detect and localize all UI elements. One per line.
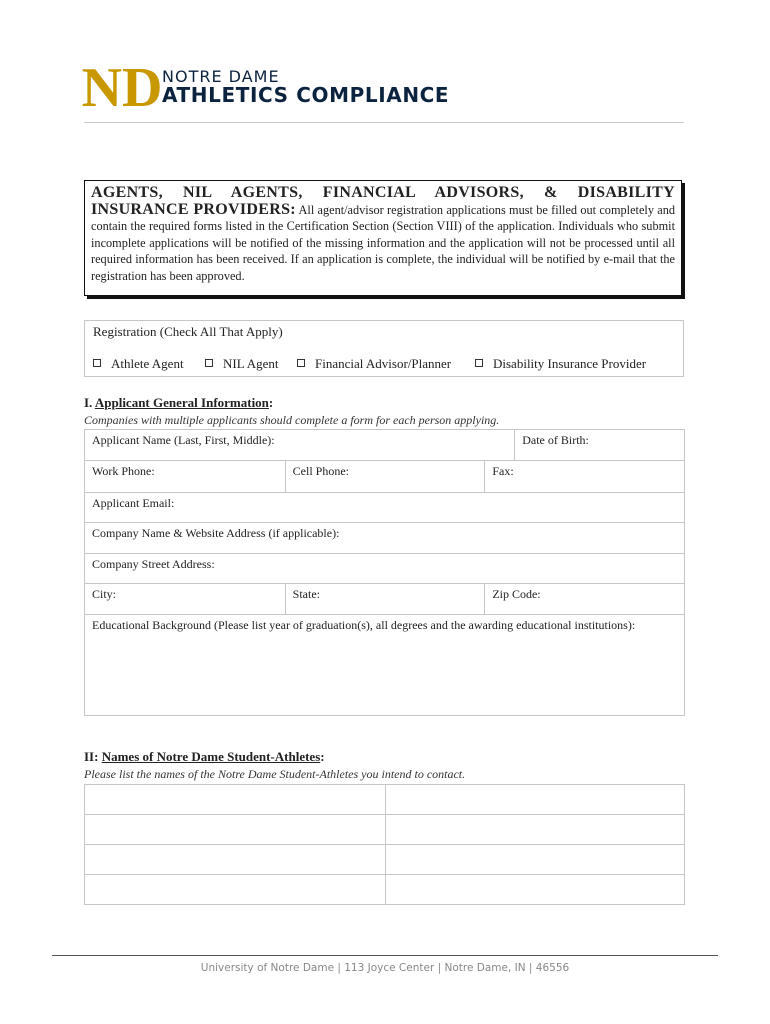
applicant-info-table xyxy=(84,429,685,716)
footer-divider xyxy=(52,955,718,956)
field-applicant-email[interactable]: Applicant Email: xyxy=(85,493,685,523)
name-cell[interactable] xyxy=(85,785,386,815)
intro-body: All agent/advisor registration applications must be filled out completely and contain the required forms listed in the Certification Section (Section VIII) of the application. Individuals who submit incomplete applications will be notified of the missing information and the application will not be processed until all required information has been received. If an application is complete, the individual will be notified by e-mail that the registration has been approved. xyxy=(91,202,676,283)
field-zip-code[interactable]: Zip Code: xyxy=(485,584,685,615)
field-state[interactable]: State: xyxy=(285,584,485,615)
logo-text-athletics-compliance: ATHLETICS COMPLIANCE xyxy=(162,83,450,107)
section-1-heading: I. Applicant General Information: xyxy=(84,395,274,410)
checkbox-athlete-agent[interactable]: Athlete Agent xyxy=(93,356,184,372)
field-company-street-address[interactable]: Company Street Address: xyxy=(85,554,685,584)
name-cell[interactable] xyxy=(386,815,685,845)
svg-text:ND: ND xyxy=(81,57,163,119)
field-city[interactable]: City: xyxy=(85,584,286,615)
checkbox-nil-agent[interactable]: NIL Agent xyxy=(205,356,278,372)
field-educational-background[interactable]: Educational Background (Please list year of graduation(s), all degrees and the awarding educational institutions): xyxy=(85,615,685,716)
name-cell[interactable] xyxy=(85,815,386,845)
intro-notice-box xyxy=(84,180,682,296)
checkbox-icon xyxy=(93,359,101,367)
registration-box xyxy=(84,320,684,377)
checkbox-financial-advisor[interactable]: Financial Advisor/Planner xyxy=(297,356,451,372)
section-1-note: Companies with multiple applicants should complete a form for each person applying. xyxy=(84,413,500,427)
field-applicant-name[interactable]: Applicant Name (Last, First, Middle): xyxy=(85,430,515,461)
name-cell[interactable] xyxy=(85,845,386,875)
section-2-note: Please list the names of the Notre Dame Student-Athletes you intend to contact. xyxy=(84,767,466,781)
student-athlete-names-table xyxy=(84,784,685,905)
checkbox-icon xyxy=(297,359,305,367)
name-cell[interactable] xyxy=(386,875,685,905)
name-cell[interactable] xyxy=(386,845,685,875)
name-cell[interactable] xyxy=(386,785,685,815)
checkbox-icon xyxy=(475,359,483,367)
logo-text-notre-dame: NOTRE DAME xyxy=(162,67,280,86)
footer-address: University of Notre Dame | 113 Joyce Center | Notre Dame, IN | 46556 xyxy=(200,962,570,974)
name-cell[interactable] xyxy=(85,875,386,905)
header-divider xyxy=(84,122,684,123)
checkbox-disability-insurance[interactable]: Disability Insurance Provider xyxy=(475,356,646,372)
intro-lead: AGENTS, NIL AGENTS, FINANCIAL ADVISORS, & DISABILITY INSURANCE PROVIDERS: xyxy=(91,184,675,218)
field-cell-phone[interactable]: Cell Phone: xyxy=(285,461,485,493)
field-work-phone[interactable]: Work Phone: xyxy=(85,461,286,493)
notre-dame-logo xyxy=(81,56,163,119)
field-company-name-website[interactable]: Company Name & Website Address (if applicable): xyxy=(85,523,685,554)
registration-title: Registration (Check All That Apply) xyxy=(93,324,283,339)
field-fax[interactable]: Fax: xyxy=(485,461,685,493)
field-date-of-birth[interactable]: Date of Birth: xyxy=(515,430,685,461)
checkbox-icon xyxy=(205,359,213,367)
section-2-heading: II: Names of Notre Dame Student-Athletes: xyxy=(84,749,325,764)
